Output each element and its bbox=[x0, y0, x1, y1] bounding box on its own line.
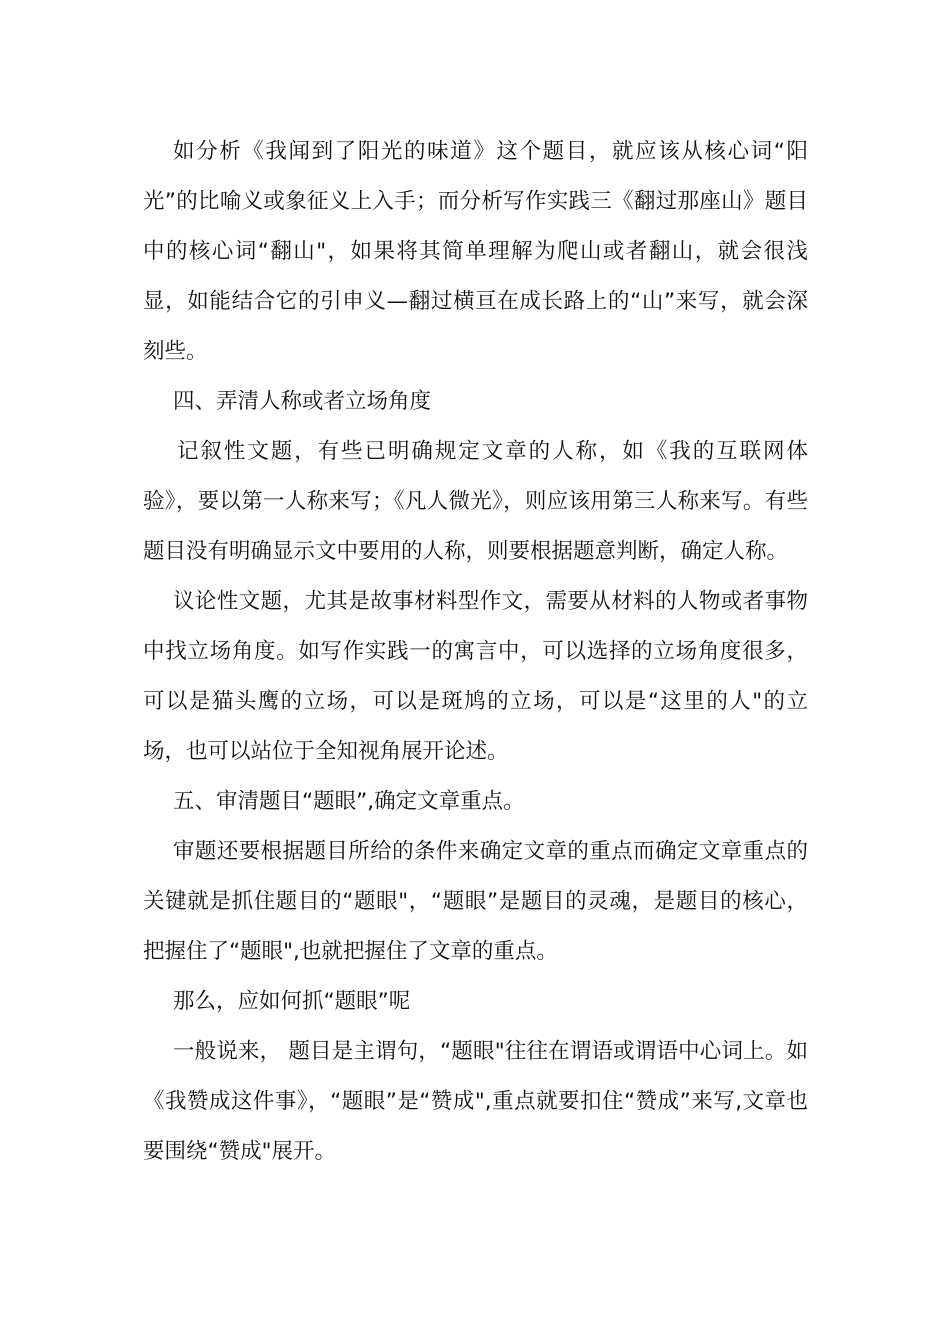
paragraph-question: 那么，应如何抓“题眼”呢 bbox=[173, 989, 411, 1014]
paragraph-argumentative-titles: 议论性文题，尤其是故事材料型作文，需要从材料的人物或者事物中找立场角度。如写作实践一的寓言中，可以选择的立场角度很多，可以是猫头鹰的立场，可以是斑鸠的立场，可以是“这里的人"的立场，也可以站位于全知视角展开论述。 bbox=[143, 589, 808, 764]
heading-section-five: 五、审清题目“题眼”,确定文章重点。 bbox=[173, 789, 525, 814]
paragraph-analysis-example: 如分析《我闻到了阳光的味道》这个题目，就应该从核心词“阳光”的比喻义或象征义上入手；而分析写作实践三《翻过那座山》题目中的核心词“翻山"，如果将其简单理解为爬山或者翻山，就会很浅显，如能结合它的引申义—翻过横亘在成长路上的“山”来写，就会深刻些。 bbox=[143, 139, 808, 364]
paragraph-general-rule: 一般说来， 题目是主谓句，“题眼"往往在谓语或谓语中心词上。如《我赞成这件事》，“题眼”是“赞成",重点就要扣住“赞成”来写,文章也要围绕“赞成"展开。 bbox=[143, 1039, 808, 1164]
paragraph-key-focus: 审题还要根据题目所给的条件来确定文章的重点而确定文章重点的关键就是抓住题目的“题眼"，“题眼”是题目的灵魂，是题目的核心，把握住了“题眼",也就把握住了文章的重点。 bbox=[143, 839, 808, 964]
heading-section-four: 四、弄清人称或者立场角度 bbox=[173, 389, 432, 414]
document-body bbox=[143, 127, 808, 1177]
paragraph-narrative-titles: 记叙性文题，有些已明确规定文章的人称，如《我的互联网体验》，要以第一人称来写；《凡人微光》，则应该用第三人称来写。有些题目没有明确显示文中要用的人称，则要根据题意判断，确定人称。 bbox=[143, 439, 808, 564]
